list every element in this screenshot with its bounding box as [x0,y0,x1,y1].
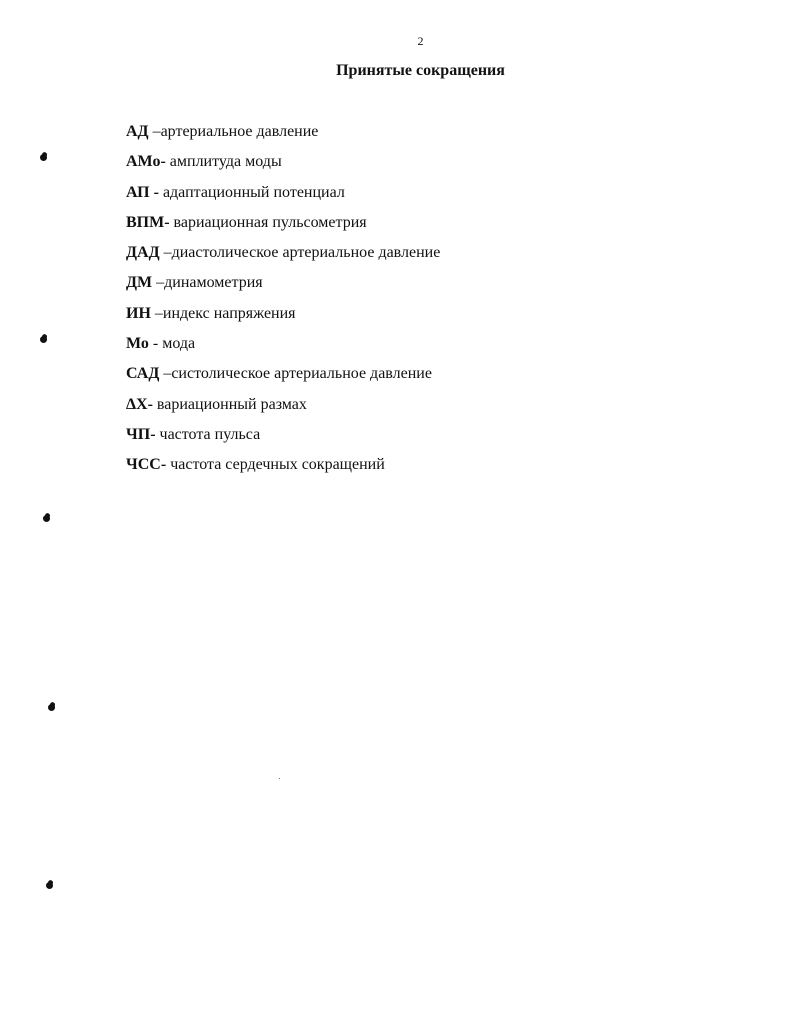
abbreviation-term: ДМ [126,274,153,292]
abbreviation-term: ДАД [126,244,160,262]
abbreviation-item [126,240,440,270]
abbreviation-item [126,361,440,391]
abbreviation-term: Мо [126,335,149,353]
abbreviation-definition: амплитуда моды [165,153,282,171]
abbreviation-definition: –артериальное давление [148,123,319,140]
abbreviation-item [126,210,440,240]
abbreviation-term: ΔХ- [126,395,153,413]
abbreviation-item [126,301,440,331]
punch-mark-icon [42,514,51,523]
punch-mark-icon [47,703,56,712]
punch-mark-icon [39,335,48,344]
abbreviation-definition: частота сердечных сокращений [166,456,385,474]
abbreviation-term: АД [126,123,149,140]
abbreviation-term: САД [126,365,160,383]
abbreviation-term: АМо- [126,153,166,171]
abbreviation-definition: адаптационный потенциал [158,183,345,201]
abbreviation-item [126,392,440,422]
abbreviation-item [126,119,440,149]
page-number: 2 [417,34,424,48]
scan-speck [279,778,280,779]
abbreviation-item [126,149,440,179]
abbreviation-definition: –систолическое артериальное давление [159,365,432,383]
abbreviation-term: АП - [126,183,159,201]
abbreviation-definition: частота пульса [155,425,261,443]
abbreviation-definition: –диастолическое артериальное давление [159,244,441,262]
punch-mark-icon [45,881,54,890]
abbreviation-definition: –динамометрия [152,274,263,292]
abbreviation-item [126,452,440,482]
abbreviation-term: ЧП- [126,425,156,443]
abbreviation-term: ВПМ- [126,213,170,231]
punch-mark-icon [39,153,48,162]
abbreviation-term: ЧСС- [126,456,167,474]
abbreviation-definition: –индекс напряжения [150,304,296,322]
page-title: Принятые сокращения [336,62,505,79]
abbreviation-definition: - мода [148,335,196,353]
abbreviation-item [126,331,440,361]
abbreviation-definition: вариационная пульсометрия [169,213,367,231]
abbreviation-list [126,119,440,483]
abbreviation-item [126,270,440,300]
abbreviation-item [126,422,440,452]
abbreviation-term: ИН [126,304,151,322]
abbreviation-definition: вариационный размах [152,395,307,413]
abbreviation-item [126,180,440,210]
